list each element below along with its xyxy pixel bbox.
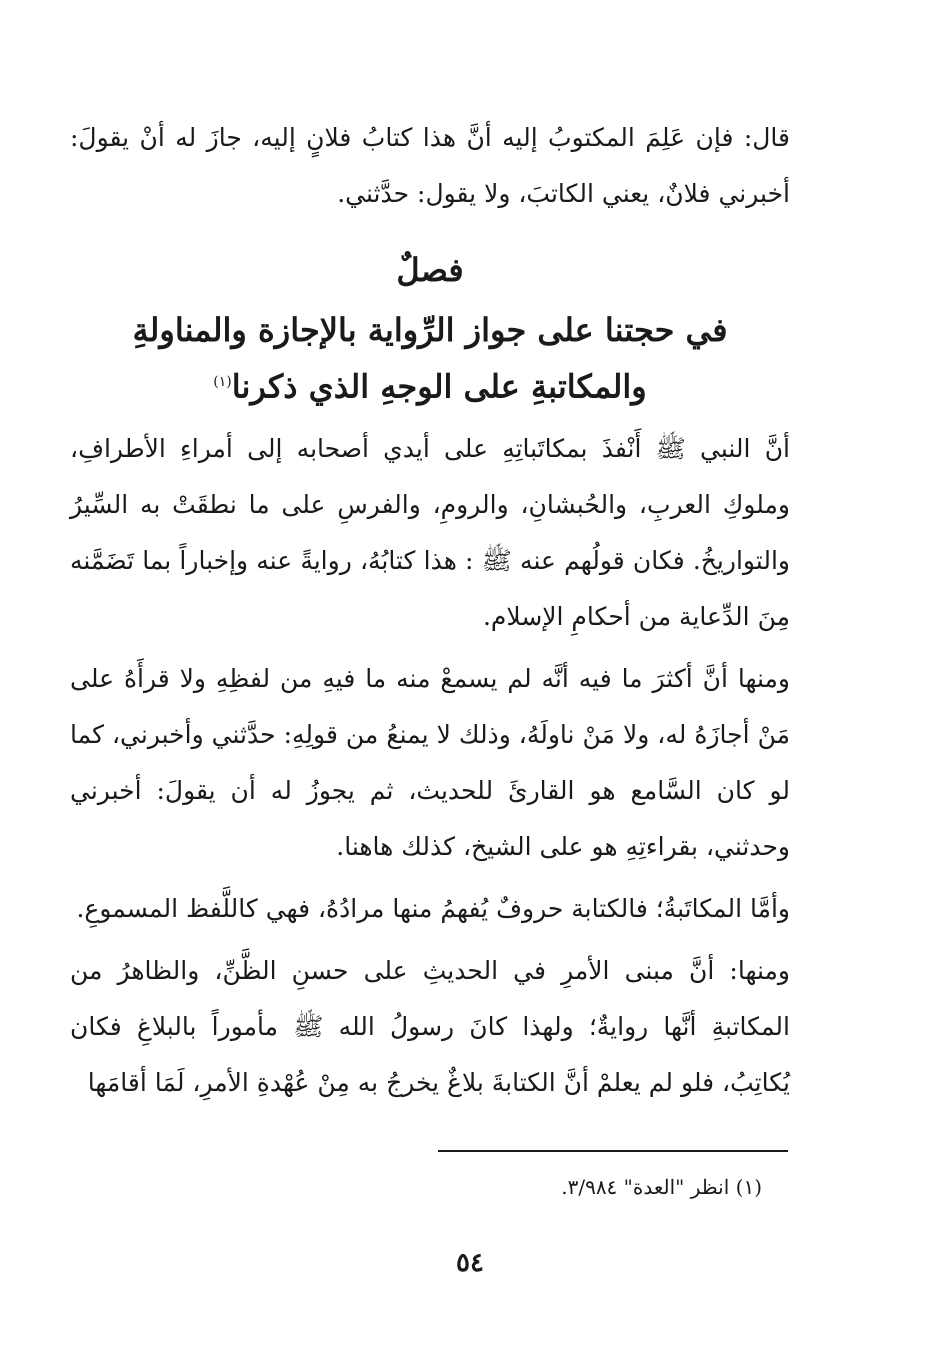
page-body <box>70 110 790 1111</box>
footnote-text: (١) انظر "العدة" ٣/٩٨٤. <box>561 1175 762 1199</box>
body-paragraph-2: ومنها أنَّ أكثرَ ما فيه أنَّه لم يسمعْ منه ما فيهِ من لفظِهِ ولا قرأَهُ على مَنْ أجازَهُ له، ولا مَنْ ناولَهُ، وذلك لا يمنعُ من قولِهِ: حدَّثني وأخبرني، كما لو كان السَّامع هو القارئَ للحديث، ثم يجوزُ له أن يقولَ: أخبرني وحدثني، بقراءتِهِ هو على الشيخ، كذلك هاهنا. <box>70 663 790 861</box>
page-number: ٥٤ <box>456 1248 484 1278</box>
body-paragraph-3: وأمَّا المكاتَبةُ؛ فالكتابة حروفٌ يُفهمُ منها مرادُهُ، فهي كاللَّفظ المسموعِ. <box>76 893 790 923</box>
body-paragraph-1: أنَّ النبي ﷺ أَنْفذَ بمكاتَباتِهِ على أيدي أصحابه إلى أمراءِ الأطرافِ، وملوكِ العربِ، والحُبشانِ، والرومِ، والفرسِ على ما نطقَتْ به السِّيرُ والتواريخُ. فكان قولُهم عنه ﷺ : هذا كتابُهُ، روايةً عنه وإخباراً بما تَضَمَّنه مِنَ الدِّعاية من أحكامِ الإسلام. <box>70 433 790 631</box>
footnote-divider <box>438 1150 788 1152</box>
chapter-label: فصلٌ <box>396 251 464 289</box>
body-paragraph-4: ومنها: أنَّ مبنى الأمرِ في الحديثِ على حسنِ الظَّنِّ، والظاهرُ من المكاتبةِ أنَّها روايةٌ؛ ولهذا كانَ رسولُ الله ﷺ مأموراً بالبلاغِ فكان يُكاتِبُ، فلو لم يعلمْ أنَّ الكتابةَ بلاغٌ يخرجُ به مِنْ عُهْدةِ الأمرِ، لَمَا أقامَها <box>70 955 790 1097</box>
chapter-title-text: في حجتنا على جواز الرِّواية بالإجازة والمناولةِ والمكاتبةِ على الوجهِ الذي ذكرنا <box>132 311 728 406</box>
chapter-title <box>110 304 750 413</box>
intro-paragraph: قال: فإن عَلِمَ المكتوبُ إليه أنَّ هذا كتابُ فلانٍ إليه، جازَ له أنْ يقولَ: أخبرني فلانٌ، يعني الكاتبَ، ولا يقول: حدَّثني. <box>70 123 790 208</box>
footnote-marker: (١) <box>213 374 232 390</box>
